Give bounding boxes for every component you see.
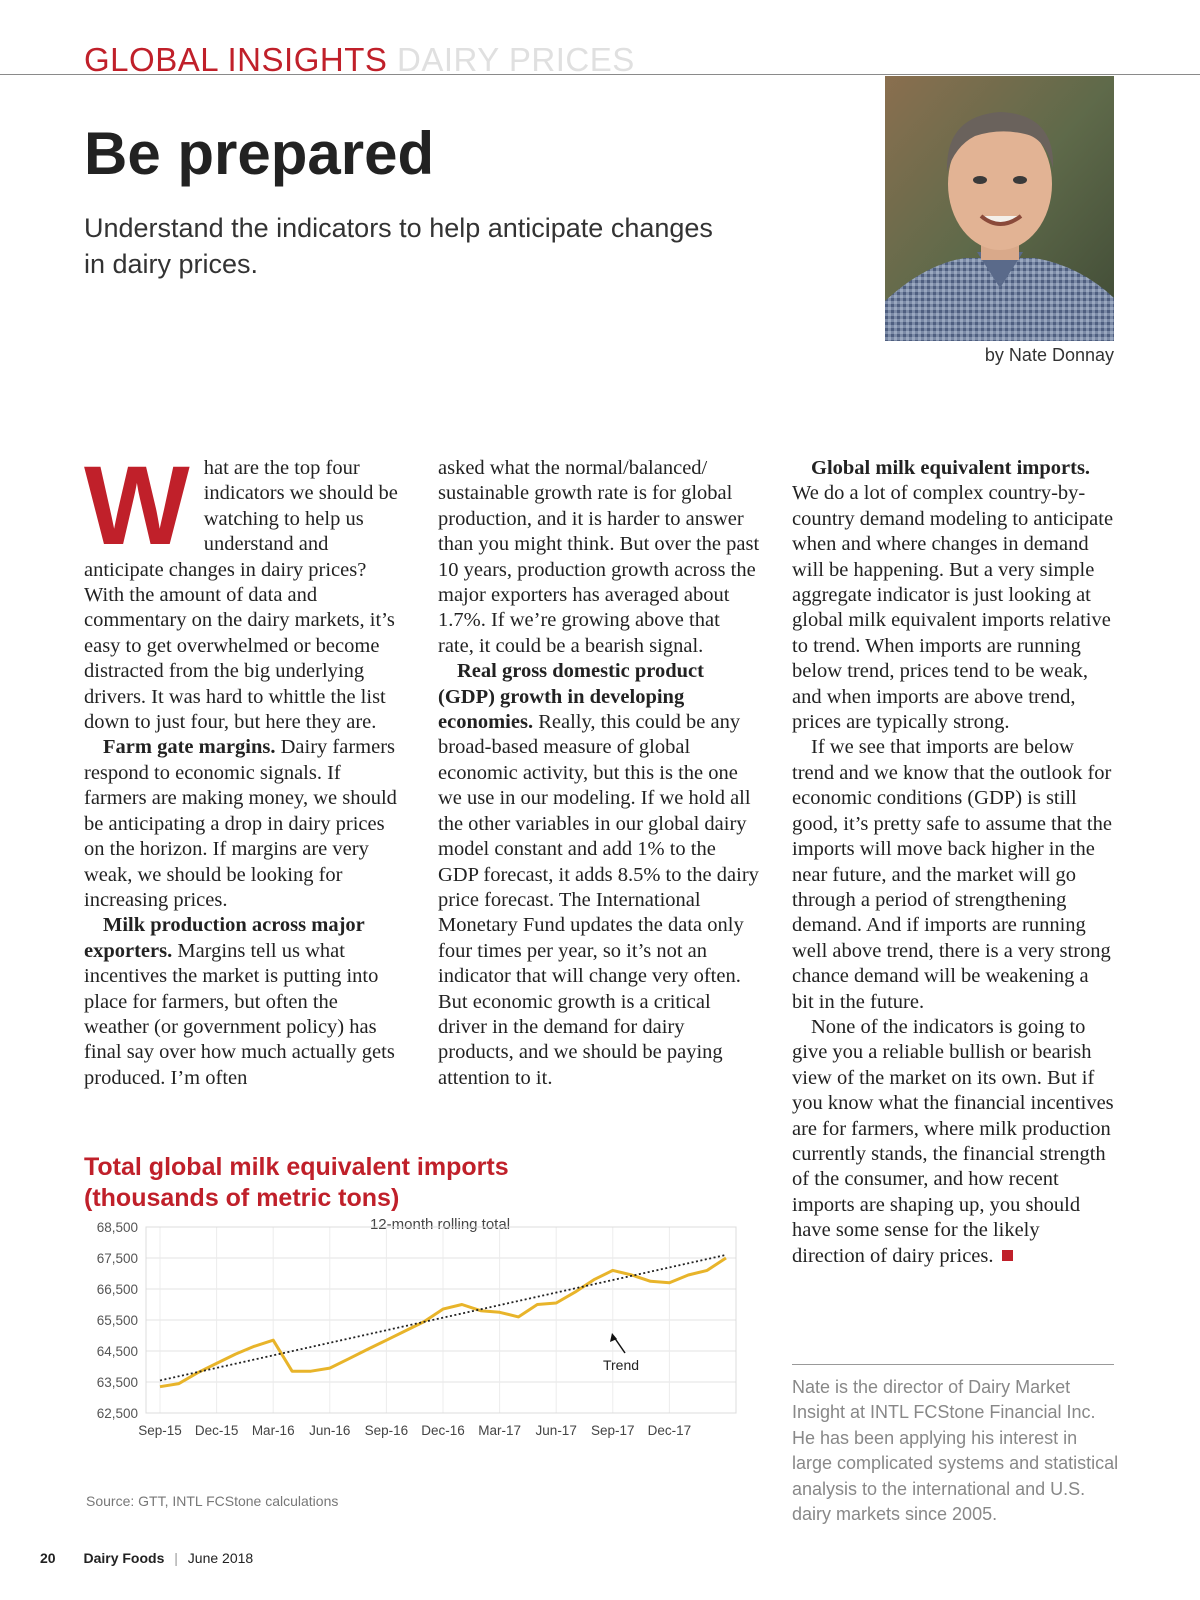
- paragraph-lead: Global milk equivalent imports.: [811, 457, 1091, 479]
- y-tick-label: 62,500: [96, 1406, 138, 1421]
- page-number: 20: [40, 1550, 56, 1566]
- section-name: GLOBAL INSIGHTS: [84, 41, 388, 78]
- article-title: Be prepared: [84, 120, 435, 187]
- byline: by Nate Donnay: [984, 345, 1114, 365]
- x-tick-label: Sep-17: [591, 1423, 635, 1438]
- paragraph-lead: Milk production across major exporters.: [84, 914, 365, 962]
- x-tick-label: Jun-17: [535, 1423, 577, 1438]
- x-tick-label: Dec-16: [421, 1423, 465, 1438]
- article-deck: [84, 210, 784, 282]
- paragraph-lead: Farm gate margins.: [103, 736, 276, 759]
- author-portrait-illustration: [885, 76, 1114, 341]
- end-mark-icon: [1002, 1250, 1013, 1261]
- chart-source: Source: GTT, INTL FCStone calculations: [86, 1493, 339, 1509]
- y-tick-label: 65,500: [96, 1313, 138, 1328]
- x-tick-label: Mar-16: [251, 1423, 295, 1438]
- paragraph-text: None of the indicators is going to give you a reliable bullish or bearish view of the market on its own. But if you know what the financial incentives are for farmers, where milk production currently stands, the financial strength of the consumer, and how recent imports are shaping up, you should have some sense for the likely direction of dairy prices.: [792, 1015, 1114, 1267]
- y-tick-label: 66,500: [96, 1282, 138, 1297]
- x-tick-label: Dec-15: [194, 1423, 239, 1438]
- y-tick-label: 63,500: [96, 1375, 138, 1390]
- paragraph-text: Really, this could be any broad-based measure of global economic activity, but this is the one we use in our modeling. If we hold all the other variables in our global dairy model constant and add 1% to the GDP forecast, it adds 8.5% to the dairy price forecast. The International Monetary Fund updates the data only four times per year, so it’s not an indicator that will change very often. But economic growth is a critical driver in the demand for dairy products, and we should be paying attention to it.: [438, 711, 759, 1089]
- page-footer: [40, 1550, 253, 1566]
- y-axis: [97, 1220, 138, 1421]
- paragraph: [792, 1015, 1114, 1269]
- paragraph: [792, 456, 1114, 735]
- x-tick-label: Dec-17: [647, 1423, 692, 1438]
- article-column-2: [438, 456, 760, 1091]
- article-column-1: [84, 443, 406, 1091]
- header-rule: [0, 74, 1200, 75]
- paragraph: [792, 735, 1114, 1014]
- paragraph-text: Dairy farmers respond to economic signals. If farmers are making money, we should be anticipating a drop in dairy prices on the horizon. If margins are very weak, we should be looking for increasing prices.: [84, 736, 397, 911]
- x-tick-label: Sep-16: [364, 1423, 409, 1438]
- deck-line-2: in dairy prices.: [84, 249, 259, 279]
- paragraph: [84, 913, 406, 1091]
- x-axis: [138, 1423, 691, 1438]
- paragraph-text: hat are the top four indicators we should be watching to help us understand and anticipate changes in dairy prices? With the amount of data and commentary on the dairy markets, it’s easy to get overwhelmed or become distracted from the big underlying drivers. It was hard to whittle the list down to just four, but here they are.: [84, 457, 398, 734]
- y-tick-label: 68,500: [96, 1220, 138, 1235]
- imports-line-chart: [84, 1215, 764, 1475]
- footer-separator: |: [174, 1550, 178, 1566]
- trend-label: Trend: [602, 1357, 640, 1373]
- paragraph-text: If we see that imports are below trend and we know that the outlook for economic conditions (GDP) is still good, it’s pretty safe to assume that the imports will move back higher in the near future, and the market will go through a period of strengthening demand. And if imports are running well above trend, there is a very strong chance demand will be weakening a bit in the future.: [792, 736, 1112, 1013]
- paragraph-text: asked what the normal/balanced/ sustainable growth rate is for global production, and it is harder to answer than you might think. But over the past 10 years, production growth across the major exporters has averaged about 1.7%. If we’re growing above that rate, it could be a bearish signal.: [438, 457, 760, 657]
- paragraph: [438, 456, 760, 659]
- drop-cap: W: [84, 443, 190, 568]
- subsection-name: DAIRY PRICES: [397, 41, 635, 78]
- paragraph: [84, 735, 406, 913]
- chart-grid: [146, 1227, 736, 1413]
- paragraph-text: We do a lot of complex country-by-country demand modeling to anticipate when and where changes in demand will be happening. But a very simple aggregate indicator is just looking at global milk equivalent imports relative to trend. When imports are running below trend, prices tend to be weak, and when imports are above trend, prices are typically strong.: [792, 482, 1114, 734]
- x-tick-label: Mar-17: [478, 1423, 521, 1438]
- paragraph-lead: Real gross domestic product (GDP) growth in developing economies.: [438, 660, 704, 734]
- x-tick-label: Jun-16: [309, 1423, 351, 1438]
- issue-date: June 2018: [187, 1550, 254, 1566]
- chart-title-line-2: (thousands of metric tons): [84, 1184, 400, 1212]
- deck-line-1: Understand the indicators to help anticipate changes: [84, 213, 713, 243]
- paragraph: [438, 659, 760, 1091]
- y-tick-label: 67,500: [96, 1251, 138, 1266]
- chart-title-line-1: Total global milk equivalent imports: [84, 1153, 509, 1181]
- publication-name: Dairy Foods: [83, 1550, 165, 1566]
- article-column-3: [792, 456, 1114, 1269]
- bio-rule: [792, 1364, 1114, 1365]
- chart-title: [84, 1152, 509, 1214]
- author-photo: [885, 76, 1114, 341]
- trend-annotation: [603, 1333, 639, 1373]
- x-tick-label: Sep-15: [138, 1423, 182, 1438]
- paragraph: [84, 443, 406, 735]
- paragraph-text: Margins tell us what incentives the market is putting into place for farmers, but often the weather (or government policy) has final say over how much actually gets produced. I’m often: [84, 939, 395, 1089]
- chart-subtitle: 12-month rolling total: [369, 1216, 511, 1233]
- author-bio: Nate is the director of Dairy Market Insight at INTL FCStone Financial Inc. He has been applying his interest in large complicated systems and statistical analysis to the international and U.S. dairy markets since 2005.: [792, 1377, 1119, 1525]
- y-tick-label: 64,500: [96, 1344, 138, 1359]
